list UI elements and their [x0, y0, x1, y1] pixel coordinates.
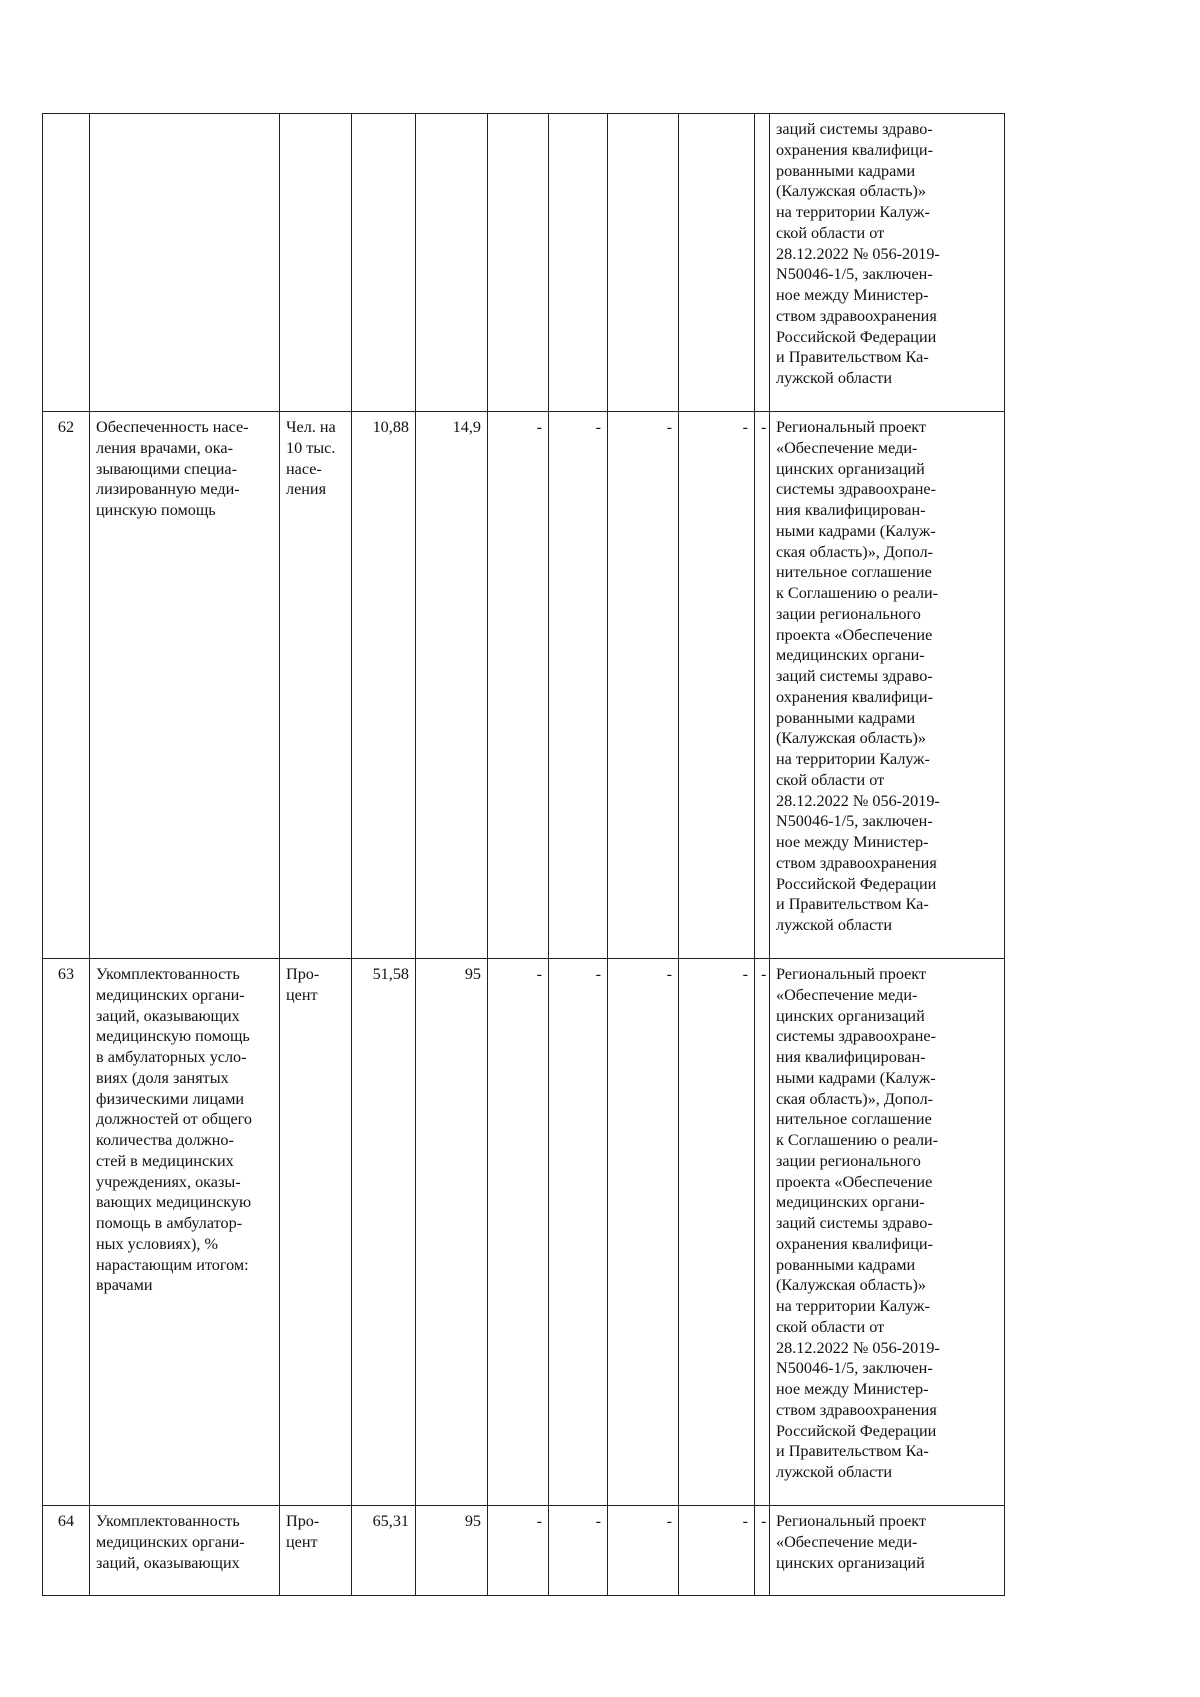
year-value: -: [755, 1506, 770, 1596]
base-value: 10,88: [352, 412, 416, 959]
indicator-name: [90, 114, 280, 412]
source-document: Региональный проект «Обеспечение меди- цинских организаций системы здравоохране- ния квалифицирован- ными кадрами (Калуж- ская область)», Допол- нительное соглашение к Соглашению о реали- зации регионального проекта «Обеспечение медицинских органи- заций системы здраво- охранения квалифици- рованными кадрами (Калужская область)» на территории Калуж- ской области от 28.12.2022 № 056-2019- N50046-1/5, заключен- ное между Министер- ством здравоохранения Российской Федерации и Правительством Ка- лужской области: [770, 412, 1005, 959]
year-value: [488, 114, 549, 412]
indicators-table: [42, 113, 1005, 1596]
year-value: -: [608, 412, 679, 959]
indicator-name: Укомплектованность медицинских органи- заций, оказывающих медицинскую помощь в амбулаторных усло- виях (доля занятых физическими лицами должностей от общего количества должно- стей в медицинских учреждениях, оказы- вающих медицинскую помощь в амбулатор- ных условиях), % нарастающим итогом: врачами: [90, 959, 280, 1506]
year-value: [755, 114, 770, 412]
year-value: -: [549, 959, 608, 1506]
unit-of-measure: Про- цент: [280, 1506, 352, 1596]
year-value: -: [755, 412, 770, 959]
year-value: -: [549, 1506, 608, 1596]
year-value: -: [488, 412, 549, 959]
base-value: 51,58: [352, 959, 416, 1506]
year-value: -: [608, 959, 679, 1506]
year-value: -: [679, 412, 755, 959]
target-value: 95: [416, 1506, 488, 1596]
indicator-name: Обеспеченность насе- ления врачами, ока- зывающими специа- лизированную меди- цинскую помощь: [90, 412, 280, 959]
year-value: -: [488, 1506, 549, 1596]
target-value: 14,9: [416, 412, 488, 959]
target-value: [416, 114, 488, 412]
indicator-name: Укомплектованность медицинских органи- заций, оказывающих: [90, 1506, 280, 1596]
row-number: 62: [43, 412, 90, 959]
year-value: [549, 114, 608, 412]
row-number: 64: [43, 1506, 90, 1596]
year-value: -: [679, 959, 755, 1506]
year-value: [679, 114, 755, 412]
source-document: Региональный проект «Обеспечение меди- цинских организаций: [770, 1506, 1005, 1596]
year-value: -: [549, 412, 608, 959]
base-value: [352, 114, 416, 412]
year-value: -: [488, 959, 549, 1506]
source-document: Региональный проект «Обеспечение меди- цинских организаций системы здравоохране- ния квалифицирован- ными кадрами (Калуж- ская область)», Допол- нительное соглашение к Соглашению о реали- зации регионального проекта «Обеспечение медицинских органи- заций системы здраво- охранения квалифици- рованными кадрами (Калужская область)» на территории Калуж- ской области от 28.12.2022 № 056-2019- N50046-1/5, заключен- ное между Министер- ством здравоохранения Российской Федерации и Правительством Ка- лужской области: [770, 959, 1005, 1506]
unit-of-measure: Чел. на 10 тыс. насе- ления: [280, 412, 352, 959]
row-number: [43, 114, 90, 412]
target-value: 95: [416, 959, 488, 1506]
year-value: -: [679, 1506, 755, 1596]
source-document: заций системы здраво- охранения квалифици- рованными кадрами (Калужская область)» на территории Калуж- ской области от 28.12.2022 № 056-2019- N50046-1/5, заключен- ное между Министер- ством здравоохранения Российской Федерации и Правительством Ка- лужской области: [770, 114, 1005, 412]
table-row: [43, 114, 1005, 412]
base-value: 65,31: [352, 1506, 416, 1596]
unit-of-measure: Про- цент: [280, 959, 352, 1506]
year-value: [608, 114, 679, 412]
table-row: [43, 959, 1005, 1506]
year-value: -: [608, 1506, 679, 1596]
table-row: [43, 1506, 1005, 1596]
unit-of-measure: [280, 114, 352, 412]
table-row: [43, 412, 1005, 959]
year-value: -: [755, 959, 770, 1506]
row-number: 63: [43, 959, 90, 1506]
